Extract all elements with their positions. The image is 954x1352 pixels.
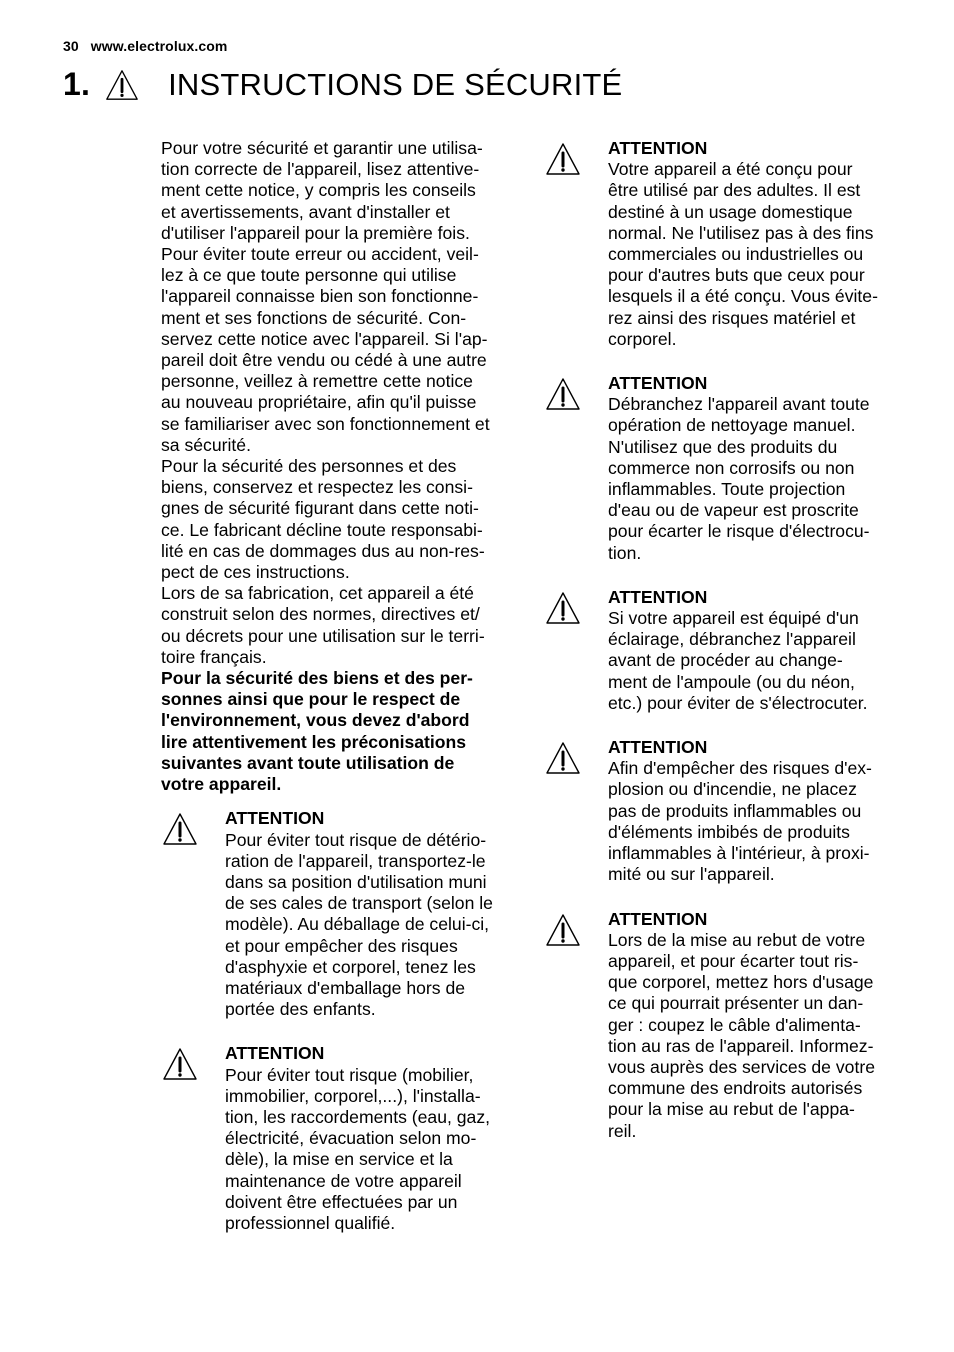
warning-triangle-icon [104, 67, 140, 103]
warning-label: ATTENTION [608, 586, 708, 607]
warning-block [544, 587, 904, 714]
warning-text: Lors de la mise au rebut de votre appareil, et pour écarter tout ris- que corporel, mettez hors d'usage ce qui pourrait présenter un dan- ger : coupez le câble d'alimenta- tion au ras de l'appareil. Informez- vous auprès des services de votre commune des endroits autorisés pour la mise au rebut de l'appa- reil. [608, 929, 875, 1141]
warning-triangle-icon [544, 740, 582, 776]
right-column [544, 138, 904, 1142]
page-number: 30 [63, 38, 79, 54]
warning-triangle-icon [544, 912, 582, 948]
website-url[interactable]: www.electrolux.com [90, 38, 228, 54]
section-number: 1. [63, 66, 91, 102]
page-header [63, 38, 227, 54]
warning-triangle-icon [544, 376, 582, 412]
intro-paragraph: Pour votre sécurité et garantir une utilisa- tion correcte de l'appareil, lisez attentive- ment cette notice, y compris les conseils et avertissements, avant d'installer et d'utiliser l'appareil pour la première fois. Pour éviter toute erreur ou accident, veil- lez à ce que toute personne qui utilise l'appareil connaisse bien son fonctionne- ment et ses fonctions de sécurité. Con- servez cette notice avec l'appareil. Si l'ap- pareil doit être vendu ou cédé à une autre personne, veillez à remettre cette notice au nouveau propriétaire, afin qu'il puisse se familiariser avec son fonctionnement et sa sécurité. [161, 138, 490, 455]
warning-block [544, 909, 904, 1142]
warning-text: Afin d'empêcher des risques d'ex- plosion ou d'incendie, ne placez pas de produits inflammables ou d'éléments imbibés de produits inflammables à l'intérieur, à proxi- mité ou sur l'appareil. [608, 758, 872, 885]
section-title [63, 66, 622, 103]
warning-label: ATTENTION [225, 808, 325, 829]
warning-label: ATTENTION [225, 1043, 325, 1064]
warning-triangle-icon [161, 1046, 199, 1082]
intro-paragraph: Lors de sa fabrication, cet appareil a été construit selon des normes, directives et/ ou décrets pour une utilisation sur le terri- toire français. [161, 583, 485, 667]
warning-label: ATTENTION [608, 138, 708, 158]
warning-label: ATTENTION [608, 908, 708, 929]
warning-block [544, 737, 904, 885]
intro-paragraph: Pour la sécurité des personnes et des biens, conservez et respectez les consi- gnes de sécurité figurant dans cette noti- ce. Le fabricant décline toute responsabi- lité en cas de dommages dus au non-res- pect de ces instructions. [161, 456, 485, 583]
warning-label: ATTENTION [608, 373, 708, 394]
warning-text: Votre appareil a été conçu pour être utilisé par des adultes. Il est destiné à un usage domestique normal. Ne l'utilisez pas à des fins commerciales ou industrielles ou pour d'autres buts que ceux pour lesquels il a été conçu. Vous évite- rez ainsi des risques matériel et corporel. [608, 159, 878, 349]
warning-text: Pour éviter tout risque de détério- ration de l'appareil, transportez-le dans sa position d'utilisation muni de ses cales de transport (selon le modèle). Au déballage de celui-ci, et pour empêcher des risques d'asphyxie et corporel, tenez les matériaux d'emballage hors de portée des enfants. [225, 829, 493, 1020]
warning-block [544, 373, 904, 564]
left-column [161, 138, 513, 1234]
warning-block [544, 138, 904, 350]
section-title-text: INSTRUCTIONS DE SÉCURITÉ [168, 66, 623, 102]
warning-block [161, 808, 513, 1020]
warning-text: Débranchez l'appareil avant toute opération de nettoyage manuel. N'utilisez que des produits du commerce non corrosifs ou non inflammables. Toute projection d'eau ou de vapeur est proscrite pour écarter le risque d'électrocu- tion. [608, 394, 870, 563]
warning-text: Si votre appareil est équipé d'un éclairage, débranchez l'appareil avant de procéder au change- ment de l'ampoule (ou du néon, etc.) pour éviter de s'électrocuter. [608, 608, 868, 713]
warning-triangle-icon [544, 590, 582, 626]
intro-bold-paragraph: Pour la sécurité des biens et des per- sonnes ainsi que pour le respect de l'environnement, vous devez d'abord lire attentivement les préconisations suivantes avant toute utilisation de votre appareil. [161, 668, 473, 795]
warning-triangle-icon [161, 811, 199, 847]
warning-block [161, 1043, 513, 1234]
warning-text: Pour éviter tout risque (mobilier, immobilier, corporel,...), l'installa- tion, les raccordements (eau, gaz, électricité, évacuation selon mo- dèle), la mise en service et la maintenance de votre appareil doivent être effectuées par un professionnel qualifié. [225, 1064, 491, 1233]
warning-triangle-icon [544, 141, 582, 177]
warning-label: ATTENTION [608, 737, 708, 758]
